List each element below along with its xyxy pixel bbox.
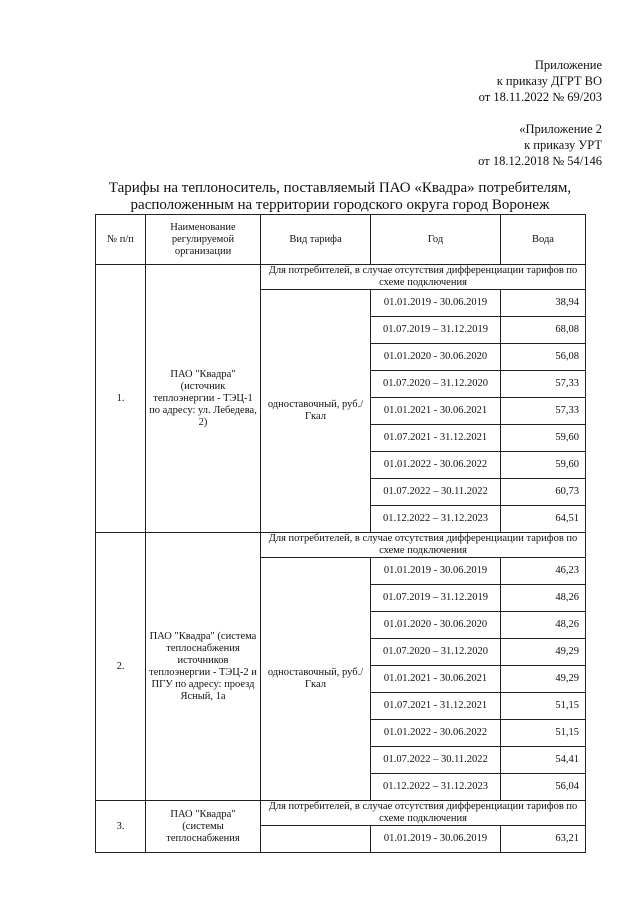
tariff-period: 01.01.2019 - 30.06.2019 — [371, 558, 501, 585]
tariff-period: 01.01.2019 - 30.06.2019 — [371, 826, 501, 853]
appendix-line: от 18.11.2022 № 69/203 — [478, 90, 602, 104]
water-tariff-value: 63,21 — [501, 826, 586, 853]
document-title — [95, 180, 585, 214]
water-tariff-value: 59,60 — [501, 452, 586, 479]
differentiation-note: Для потребителей, в случае отсутствия дифференциации тарифов по схеме подключения — [261, 801, 586, 826]
amended-appendix-reference — [478, 121, 602, 169]
tariff-period: 01.07.2019 – 31.12.2019 — [371, 317, 501, 344]
water-tariff-value: 64,51 — [501, 506, 586, 533]
header-water: Вода — [501, 215, 586, 265]
water-tariff-value: 46,23 — [501, 558, 586, 585]
water-tariff-value: 60,73 — [501, 479, 586, 506]
appendix-line: Приложение — [534, 58, 602, 72]
row-number: 3. — [96, 801, 146, 853]
row-number: 1. — [96, 265, 146, 533]
group-note-row — [96, 265, 586, 290]
water-tariff-value: 54,41 — [501, 747, 586, 774]
appendix-line: от 18.12.2018 № 54/146 — [478, 154, 602, 168]
tariff-period: 01.12.2022 – 31.12.2023 — [371, 506, 501, 533]
tariff-table-body — [96, 265, 586, 853]
water-tariff-value: 48,26 — [501, 612, 586, 639]
tariff-type — [261, 826, 371, 853]
water-tariff-value: 59,60 — [501, 425, 586, 452]
organization-name: ПАО "Квадра" (система теплоснабжения источников теплоэнергии - ТЭЦ-2 и ПГУ по адресу: проезд Ясный, 1а — [146, 533, 261, 801]
tariff-period: 01.07.2022 – 30.11.2022 — [371, 479, 501, 506]
water-tariff-value: 51,15 — [501, 720, 586, 747]
water-tariff-value: 49,29 — [501, 666, 586, 693]
water-tariff-value: 48,26 — [501, 585, 586, 612]
tariff-period: 01.07.2019 – 31.12.2019 — [371, 585, 501, 612]
organization-name: ПАО "Квадра" (источник теплоэнергии - ТЭЦ-1 по адресу: ул. Лебедева, 2) — [146, 265, 261, 533]
header-number: № п/п — [96, 215, 146, 265]
title-line: Тарифы на теплоноситель, поставляемый ПАО «Квадра» потребителям, — [108, 180, 572, 196]
tariff-period: 01.12.2022 – 31.12.2023 — [371, 774, 501, 801]
water-tariff-value: 56,04 — [501, 774, 586, 801]
group-note-row — [96, 801, 586, 826]
group-note-row — [96, 533, 586, 558]
tariff-type: одноставочный, руб./Гкал — [261, 558, 371, 801]
differentiation-note: Для потребителей, в случае отсутствия дифференциации тарифов по схеме подключения — [261, 265, 586, 290]
tariff-table — [95, 214, 586, 853]
tariff-period: 01.01.2021 - 30.06.2021 — [371, 666, 501, 693]
row-number: 2. — [96, 533, 146, 801]
water-tariff-value: 68,08 — [501, 317, 586, 344]
tariff-type: одноставочный, руб./Гкал — [261, 290, 371, 533]
appendix-reference — [479, 57, 602, 105]
tariff-period: 01.01.2022 - 30.06.2022 — [371, 720, 501, 747]
water-tariff-value: 57,33 — [501, 371, 586, 398]
tariff-period: 01.07.2020 – 31.12.2020 — [371, 639, 501, 666]
tariff-period: 01.01.2022 - 30.06.2022 — [371, 452, 501, 479]
appendix-line: к приказу ДГРТ ВО — [496, 74, 602, 88]
water-tariff-value: 38,94 — [501, 290, 586, 317]
header-tariff-type: Вид тарифа — [261, 215, 371, 265]
water-tariff-value: 51,15 — [501, 693, 586, 720]
tariff-period: 01.07.2021 - 31.12.2021 — [371, 693, 501, 720]
tariff-period: 01.07.2022 – 30.11.2022 — [371, 747, 501, 774]
tariff-period: 01.01.2020 - 30.06.2020 — [371, 344, 501, 371]
water-tariff-value: 56,08 — [501, 344, 586, 371]
differentiation-note: Для потребителей, в случае отсутствия дифференциации тарифов по схеме подключения — [261, 533, 586, 558]
water-tariff-value: 49,29 — [501, 639, 586, 666]
organization-name: ПАО "Квадра" (системы теплоснабжения — [146, 801, 261, 853]
header-year: Год — [371, 215, 501, 265]
table-header-row — [96, 215, 586, 265]
appendix-line: «Приложение 2 — [519, 122, 602, 136]
tariff-period: 01.07.2020 – 31.12.2020 — [371, 371, 501, 398]
water-tariff-value: 57,33 — [501, 398, 586, 425]
header-organization: Наименование регулируемой организации — [146, 215, 261, 265]
tariff-period: 01.01.2020 - 30.06.2020 — [371, 612, 501, 639]
tariff-period: 01.07.2021 - 31.12.2021 — [371, 425, 501, 452]
title-line: расположенным на территории городского округа город Воронеж — [130, 197, 550, 213]
tariff-period: 01.01.2019 - 30.06.2019 — [371, 290, 501, 317]
tariff-period: 01.01.2021 - 30.06.2021 — [371, 398, 501, 425]
appendix-line: к приказу УРТ — [524, 138, 602, 152]
